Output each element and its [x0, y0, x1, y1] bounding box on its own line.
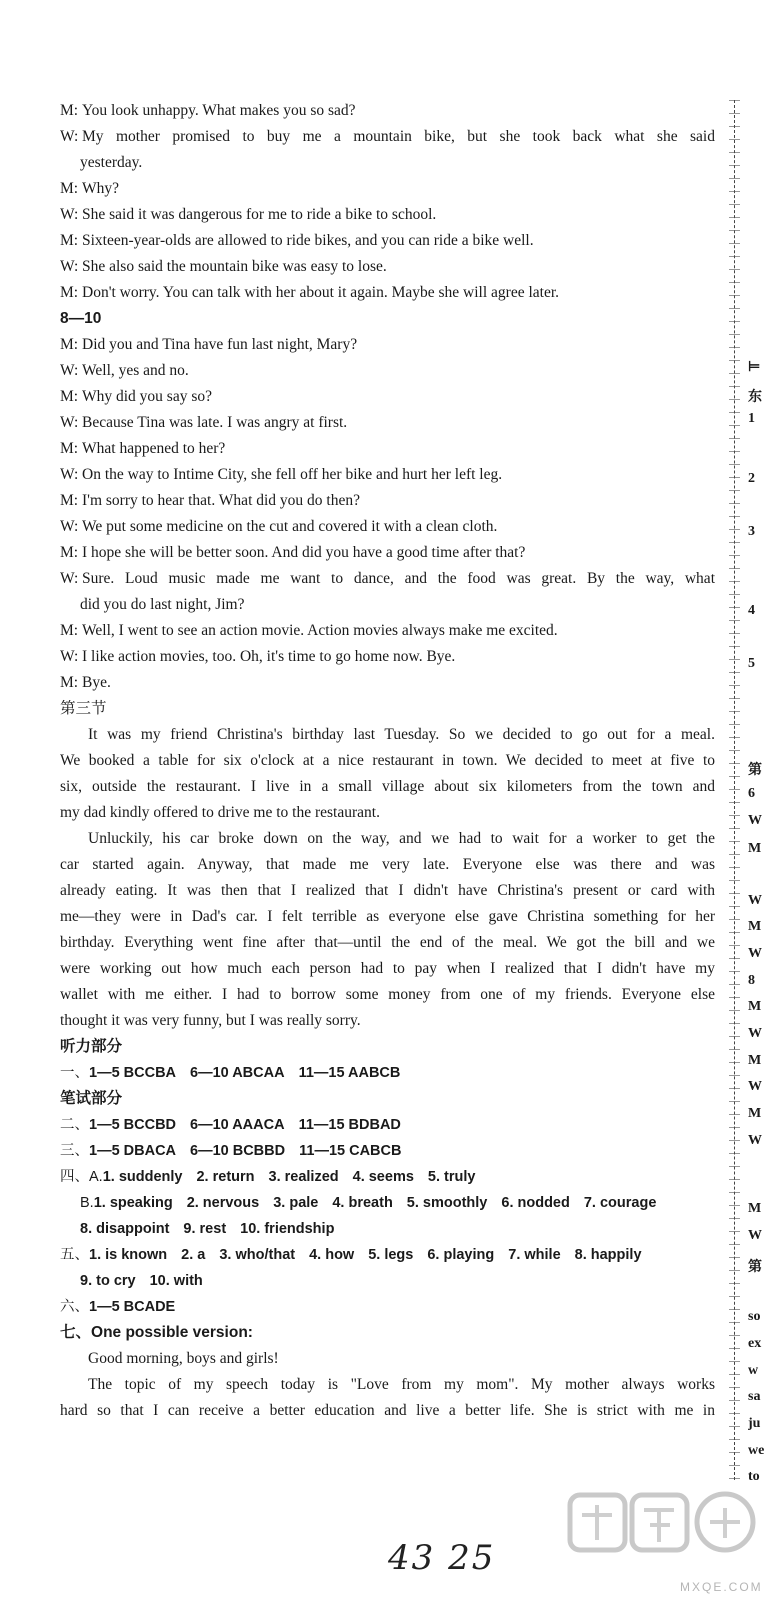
answer-item: 7. courage [583, 1195, 657, 1211]
edge-fragment: 3 [748, 524, 755, 539]
answer-item: 11—15 BDBAD [298, 1117, 401, 1133]
answer-item: 3. who/that [219, 1247, 296, 1263]
speaker-label: M: [60, 544, 79, 561]
edge-fragment: 东 [748, 390, 762, 405]
answer-item: 1—5 DBACA [89, 1143, 177, 1159]
speaker-label: M: [60, 336, 79, 353]
speaker-label: M: [60, 232, 79, 249]
passage-line: me—they were in Dad's car. I felt terrible as everyone else gave Christina something for her [60, 908, 715, 925]
dialogue-text: Sixteen-year-olds are allowed to ride bikes, and you can ride a bike well. [82, 232, 534, 249]
passage-line: We booked a table for six o'clock at a nice restaurant in town. We decided to meet at five to [60, 752, 715, 769]
dialogue-line [60, 540, 715, 566]
dialogue-text: You look unhappy. What makes you so sad? [82, 102, 356, 119]
passage-line: thought it was very funny, but I was really sorry. [60, 1012, 361, 1029]
answer-item: 1—5 BCCBA [89, 1065, 177, 1081]
speaker-label: W: [60, 128, 79, 145]
answer-item: 5. smoothly [406, 1195, 488, 1211]
edge-fragment: W [748, 1026, 762, 1041]
answer-section-label: 二、 [60, 1117, 89, 1133]
dialogue-text: Well, I went to see an action movie. Action movies always make me excited. [82, 622, 558, 639]
edge-fragment: 6 [748, 786, 755, 801]
edge-fragment: ⊨ [748, 360, 761, 375]
speaker-label: W: [60, 362, 79, 379]
edge-fragment: M [748, 999, 762, 1014]
answer-item: 1. speaking [93, 1195, 173, 1211]
answer-item: 3. pale [273, 1195, 319, 1211]
dialogue-text: She also said the mountain bike was easy to lose. [82, 258, 387, 275]
dialogue-text: Because Tina was late. I was angry at first. [82, 414, 348, 431]
speaker-label: M: [60, 622, 79, 639]
answer-item: 2. a [181, 1247, 206, 1263]
passage-line: birthday. Everything went fine after that—until the end of the meal. We got the bill and we [60, 934, 715, 951]
edge-fragment: W [748, 946, 762, 961]
dialogue-line [60, 124, 715, 150]
passage-line: already eating. It was then that I realized that I didn't have Christina's present or card with [60, 882, 715, 899]
speaker-label: M: [60, 674, 79, 691]
answer-item: 5. truly [427, 1169, 476, 1185]
speaker-label: W: [60, 466, 79, 483]
dialogue-line [60, 332, 715, 358]
passage-line: my dad kindly offered to drive me to the restaurant. [60, 804, 380, 821]
speaker-label: M: [60, 492, 79, 509]
dialogue-line [60, 670, 715, 696]
passage-line: six, outside the restaurant. I live in a small village about six kilometers from the town and [60, 778, 715, 795]
dialogue-text: Bye. [82, 674, 111, 691]
edge-fragment: M [748, 919, 762, 934]
dialogue-line [60, 488, 715, 514]
edge-fragment: 4 [748, 603, 755, 618]
edge-fragment: ju [748, 1416, 761, 1431]
speaker-label: W: [60, 518, 79, 535]
edge-fragment: M [748, 1053, 762, 1068]
listening-title: 听力部分 [60, 1038, 123, 1055]
edge-fragment: W [748, 893, 762, 908]
dialogue-text: Why? [82, 180, 120, 197]
dialogue-text: We put some medicine on the cut and covered it with a clean cloth. [82, 518, 498, 535]
dialogue-line [60, 592, 715, 618]
dialogue-line [60, 462, 715, 488]
watermark-text: MXQE.COM [680, 1580, 763, 1594]
speaker-label: W: [60, 648, 79, 665]
dialogue-text: Don't worry. You can talk with her about it again. Maybe she will agree later. [82, 284, 560, 301]
handwritten-page-number: 43 25 [388, 1538, 496, 1578]
dialogue-text: She said it was dangerous for me to ride a bike to school. [82, 206, 437, 223]
dialogue-text: Well, yes and no. [82, 362, 189, 379]
answer-item: 1. suddenly [102, 1169, 183, 1185]
answer-line [60, 1190, 715, 1216]
dialogue-line [60, 384, 715, 410]
dialogue-text: Why did you say so? [82, 388, 213, 405]
answer-item: 6—10 ABCAA [190, 1065, 285, 1081]
edge-fragment: so [748, 1309, 761, 1324]
answer-line [60, 1268, 715, 1294]
answer-line [60, 1164, 715, 1190]
answer-item: 6. playing [427, 1247, 495, 1263]
speaker-label: M: [60, 440, 79, 457]
section-7-title: One possible version: [91, 1324, 253, 1341]
answer-item: 5. legs [368, 1247, 414, 1263]
dialogue-line [60, 618, 715, 644]
main-column [60, 98, 715, 1424]
edge-fragment: 8 [748, 973, 755, 988]
dialogue-line [60, 150, 715, 176]
passage-line: It was my friend Christina's birthday last Tuesday. So we decided to go out for a meal. [88, 726, 715, 743]
answer-item: 2. nervous [186, 1195, 260, 1211]
dialogue-line [60, 228, 715, 254]
edge-fragment: 5 [748, 656, 755, 671]
answer-item: 4. how [309, 1247, 355, 1263]
dialogue-line [60, 202, 715, 228]
dialogue-text: Did you and Tina have fun last night, Mary? [82, 336, 358, 353]
answer-item: 8. happily [574, 1247, 642, 1263]
speaker-label: W: [60, 206, 79, 223]
answer-section-label: B. [80, 1195, 94, 1211]
answer-item: 8. disappoint [80, 1221, 170, 1237]
dialogue-line [60, 436, 715, 462]
dialogue-line [60, 98, 715, 124]
answer-section-label: 四、A. [60, 1169, 103, 1185]
dialogue-text: Sure. Loud music made me want to dance, and the food was great. By the way, what [82, 570, 715, 587]
passage-line: Unluckily, his car broke down on the way, and we had to wait for a worker to get the [88, 830, 715, 847]
edge-fragment: W [748, 1228, 762, 1243]
edge-fragment: M [748, 1201, 762, 1216]
essay-line: hard so that I can receive a better education and live a better life. She is strict with me in [60, 1402, 715, 1419]
answer-line [60, 1242, 715, 1268]
edge-fragment: 第 [748, 763, 762, 778]
answer-section-label: 六、 [60, 1299, 89, 1315]
answer-section-label: 七、 [60, 1324, 92, 1341]
answer-item: 6—10 AAACA [190, 1117, 285, 1133]
answer-item: 9. to cry [80, 1273, 136, 1289]
answer-line [60, 1112, 715, 1138]
edge-fragment: M [748, 841, 762, 856]
dialogue-line [60, 410, 715, 436]
edge-fragment: M [748, 1106, 762, 1121]
dialogue-line [60, 514, 715, 540]
answer-line [60, 1216, 715, 1242]
answer-item: 1—5 BCCBD [89, 1117, 177, 1133]
answer-item: 11—15 CABCB [299, 1143, 402, 1159]
dialogue-text: My mother promised to buy me a mountain bike, but she took back what she said [82, 128, 715, 145]
section-heading-8-10: 8—10 [60, 310, 102, 327]
answer-line [60, 1294, 715, 1320]
watermark-logo-icon [560, 1480, 760, 1590]
essay-line: The topic of my speech today is "Love from my mom". My mother always works [88, 1376, 715, 1393]
passage-line: wallet with me either. I had to borrow some money from one of my friends. Everyone else [60, 986, 715, 1003]
edge-fragment: 1 [748, 411, 755, 426]
section-heading-7 [60, 1320, 715, 1346]
dialogue-text: I like action movies, too. Oh, it's time to go home now. Bye. [82, 648, 456, 665]
edge-fragment: w [748, 1363, 759, 1378]
speaker-label: M: [60, 388, 79, 405]
answer-section-label: 三、 [60, 1143, 89, 1159]
binding-dashed-rule [734, 100, 735, 1480]
dialogue-text: On the way to Intime City, she fell off her bike and hurt her left leg. [82, 466, 503, 483]
answer-item: 9. rest [183, 1221, 227, 1237]
speaker-label: W: [60, 258, 79, 275]
edge-fragment: W [748, 1079, 762, 1094]
passage-line: car started again. Anyway, that made me very late. Everyone else was there and was [60, 856, 715, 873]
dialogue-line [60, 280, 715, 306]
answer-item: 10. friendship [240, 1221, 335, 1237]
edge-fragment: ex [748, 1336, 762, 1351]
speaker-label: M: [60, 102, 79, 119]
answer-line [60, 1060, 715, 1086]
dialogue-line [60, 254, 715, 280]
speaker-label: M: [60, 284, 79, 301]
answer-item: 1. is known [89, 1247, 168, 1263]
answer-item: 6. nodded [501, 1195, 570, 1211]
edge-fragment: to [748, 1469, 760, 1484]
dialogue-line [60, 644, 715, 670]
answer-item: 11—15 AABCB [298, 1065, 401, 1081]
answer-section-label: 一、 [60, 1065, 89, 1081]
edge-fragment: W [748, 813, 762, 828]
answer-item: 1—5 BCADE [89, 1299, 176, 1315]
edge-fragment: W [748, 1133, 762, 1148]
edge-fragment: 2 [748, 471, 755, 486]
answer-item: 7. while [508, 1247, 561, 1263]
dialogue-text: What happened to her? [82, 440, 226, 457]
answer-item: 4. seems [352, 1169, 414, 1185]
edge-fragment: sa [748, 1389, 761, 1404]
speaker-label: M: [60, 180, 79, 197]
section-heading-3: 第三节 [60, 700, 107, 717]
dialogue-text: I'm sorry to hear that. What did you do then? [82, 492, 360, 509]
writing-title: 笔试部分 [60, 1090, 123, 1107]
answer-line [60, 1138, 715, 1164]
speaker-label: W: [60, 570, 79, 587]
dialogue-line [60, 566, 715, 592]
answer-item: 4. breath [332, 1195, 393, 1211]
edge-fragment: we [748, 1443, 765, 1458]
answer-item: 10. with [149, 1273, 203, 1289]
dialogue-text: yesterday. [80, 154, 143, 171]
answer-item: 3. realized [268, 1169, 339, 1185]
dialogue-line [60, 176, 715, 202]
answer-item: 2. return [196, 1169, 255, 1185]
edge-fragment: 第 [748, 1260, 762, 1275]
essay-line: Good morning, boys and girls! [88, 1350, 279, 1367]
dialogue-text: I hope she will be better soon. And did you have a good time after that? [82, 544, 526, 561]
passage-line: were working out how much each person had to pay when I realized that I didn't have my [60, 960, 715, 977]
answer-item: 6—10 BCBBD [190, 1143, 286, 1159]
answer-section-label: 五、 [60, 1247, 89, 1263]
dialogue-line [60, 358, 715, 384]
dialogue-text: did you do last night, Jim? [80, 596, 245, 613]
speaker-label: W: [60, 414, 79, 431]
